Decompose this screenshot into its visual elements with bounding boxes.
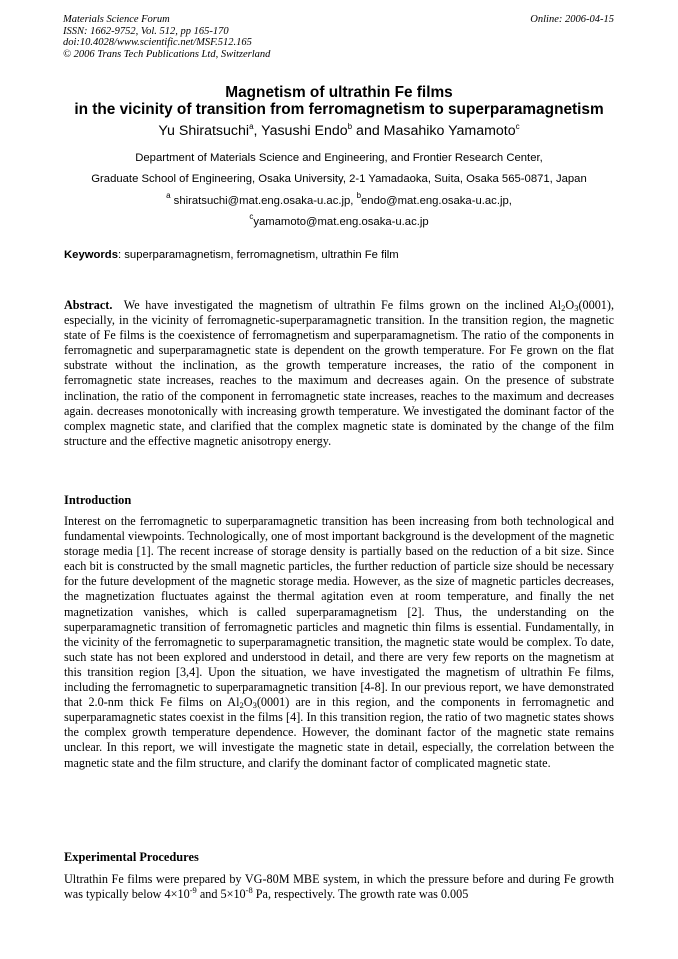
title-line-2: in the vicinity of transition from ferromagnetism to superparamagnetism xyxy=(74,101,604,118)
experimental-text: and 5×10 xyxy=(196,887,246,902)
keywords xyxy=(64,248,616,262)
author-separator: , xyxy=(253,123,262,139)
journal-name: Materials Science Forum xyxy=(63,14,170,25)
affiliation-mark: a xyxy=(249,122,254,131)
abstract-text: We have investigated the magnetism of ultrathin Fe films grown on the inclined Al xyxy=(123,298,562,312)
affiliation-line-2: Graduate School of Engineering, Osaka University, 2-1 Yamadaoka, Suita, Osaka 565-0871, Japan xyxy=(91,173,587,185)
author-name: Masahiko Yamamoto xyxy=(383,123,516,139)
email-line-2 xyxy=(0,212,678,229)
superscript: -8 xyxy=(245,885,253,896)
paper-title xyxy=(0,84,678,118)
email-address: yamamoto@mat.eng.osaka-u.ac.jp xyxy=(253,216,429,228)
journal-issn: ISSN: 1662-9752, Vol. 512, pp 165-170 xyxy=(63,25,229,37)
experimental-paragraph xyxy=(64,872,614,902)
subscript: 2 xyxy=(561,303,566,313)
email-address: shiratsuchi@mat.eng.osaka-u.ac.jp, xyxy=(170,195,357,207)
abstract-paragraph xyxy=(64,298,614,449)
online-date: Online: 2006-04-15 xyxy=(530,14,614,25)
superscript: -9 xyxy=(189,885,197,896)
subscript: 3 xyxy=(574,303,579,313)
experimental-text: Pa, respectively. The growth rate was 0.005 xyxy=(252,887,469,902)
affiliation-mark: c xyxy=(515,122,520,131)
email-mark: a xyxy=(166,191,171,200)
email-address: endo@mat.eng.osaka-u.ac.jp, xyxy=(361,195,512,207)
journal-copyright: © 2006 Trans Tech Publications Ltd, Switzerland xyxy=(63,48,271,60)
experimental-text: Ultrathin Fe films were prepared by VG-80M MBE system, in which the pressure before and during Fe growth was typically below 4×10 xyxy=(64,872,614,902)
introduction-text: O xyxy=(243,695,253,710)
journal-doi: doi:10.4028/www.scientific.net/MSF.512.165 xyxy=(63,37,252,49)
subscript: 2 xyxy=(239,700,244,711)
title-line-1: Magnetism of ultrathin Fe films xyxy=(225,84,453,101)
keywords-text: : superparamagnetism, ferromagnetism, ultrathin Fe film xyxy=(118,249,399,261)
author-name: Yu Shiratsuchi xyxy=(158,123,250,139)
author-separator: and xyxy=(352,123,384,139)
introduction-paragraph xyxy=(64,514,614,771)
author-name: Yasushi Endo xyxy=(261,123,348,139)
abstract-text: O xyxy=(565,298,575,312)
affiliation-line-1: Department of Materials Science and Engineering, and Frontier Research Center, xyxy=(135,152,543,164)
abstract-text: (0001), especially, in the vicinity of ferromagnetic-superparamagnetic transition. In the transition region, the magnetic state of Fe films is the coexistence of ferromagnetism and superparamagnetism. The ratio of the components in ferromagnetic and superparamagnetic state is dependent on the growth temperature. For Fe grown on the flat substrate without the inclination, as the growth temperature increases, the ratio of the component in ferromagnetic state increases, reaches to the maximum and decreases again. On the presence of substrate inclination, the ratio of the component in ferromagnetic state increases, reaches to the maximum and decreases again. decreases monotonically with increasing growth temperature. We investigated the dominant factor of the complex magnetic state, and clarified that the complex magnetic state is dominated by the change of the film structure and the effective magnetic anisotropy energy. xyxy=(64,298,614,448)
introduction-text: Interest on the ferromagnetic to superparamagnetic transition has been increasing from both technological and fundamental viewpoints. Technologically, one of most important background is the development of the magnetic storage media [1]. The recent increase of storage density is partially based on the reduction of a bit size. Since each bit is constructed by the small magnetic particles, the further reduction of particle size should be necessary for the future development of the magnetic storage media. However, as the size of magnetic particles decreases, the magnetization fluctuates against the thermal agitation even at room temperature, and finally the net magnetization vanishes, which is called superparamagnetism [2]. Thus, the understanding on the superparamagnetic transition of ferromagnetic particles and magnetic thin films is essential. Fundamentally, in the vicinity of the ferromagnetic to superparamagnetic transition, the magnetic state would be complex. To date, such state has not been explored and understood in detail, and there are very few reports on the magnetism at this transition region [3,4]. Upon the situation, we have investigated the magnetism of ultrathin Fe films, including the ferromagnetic to superparamagnetic transition [4-8]. In our previous report, we have demonstrated that 2.0-nm thick Fe films on Al xyxy=(64,514,614,710)
subscript: 3 xyxy=(252,700,257,711)
keywords-label: Keywords xyxy=(64,249,118,261)
section-heading-introduction: Introduction xyxy=(64,493,132,507)
journal-header xyxy=(63,14,270,60)
introduction-text: (0001) are in this region, and the components in ferromagnetic and superparamagnetic states coexist in the films [4]. In this transition region, the ratio of two magnetic states shows the complex growth temperature dependence. However, the dominant factor of the magnetic state remains unclear. In this report, we will investigate the magnetic state in detail, especially, the correlation between the magnetic state and the film structure, and clarify the dominant factor of complicated magnetic state. xyxy=(64,695,614,770)
author-list xyxy=(0,123,678,140)
email-mark: b xyxy=(356,191,362,200)
abstract-label: Abstract. xyxy=(64,298,113,312)
affiliation-mark: b xyxy=(347,122,353,131)
section-heading-experimental: Experimental Procedures xyxy=(64,850,199,864)
email-mark: c xyxy=(249,212,254,221)
email-line-1 xyxy=(0,191,678,208)
